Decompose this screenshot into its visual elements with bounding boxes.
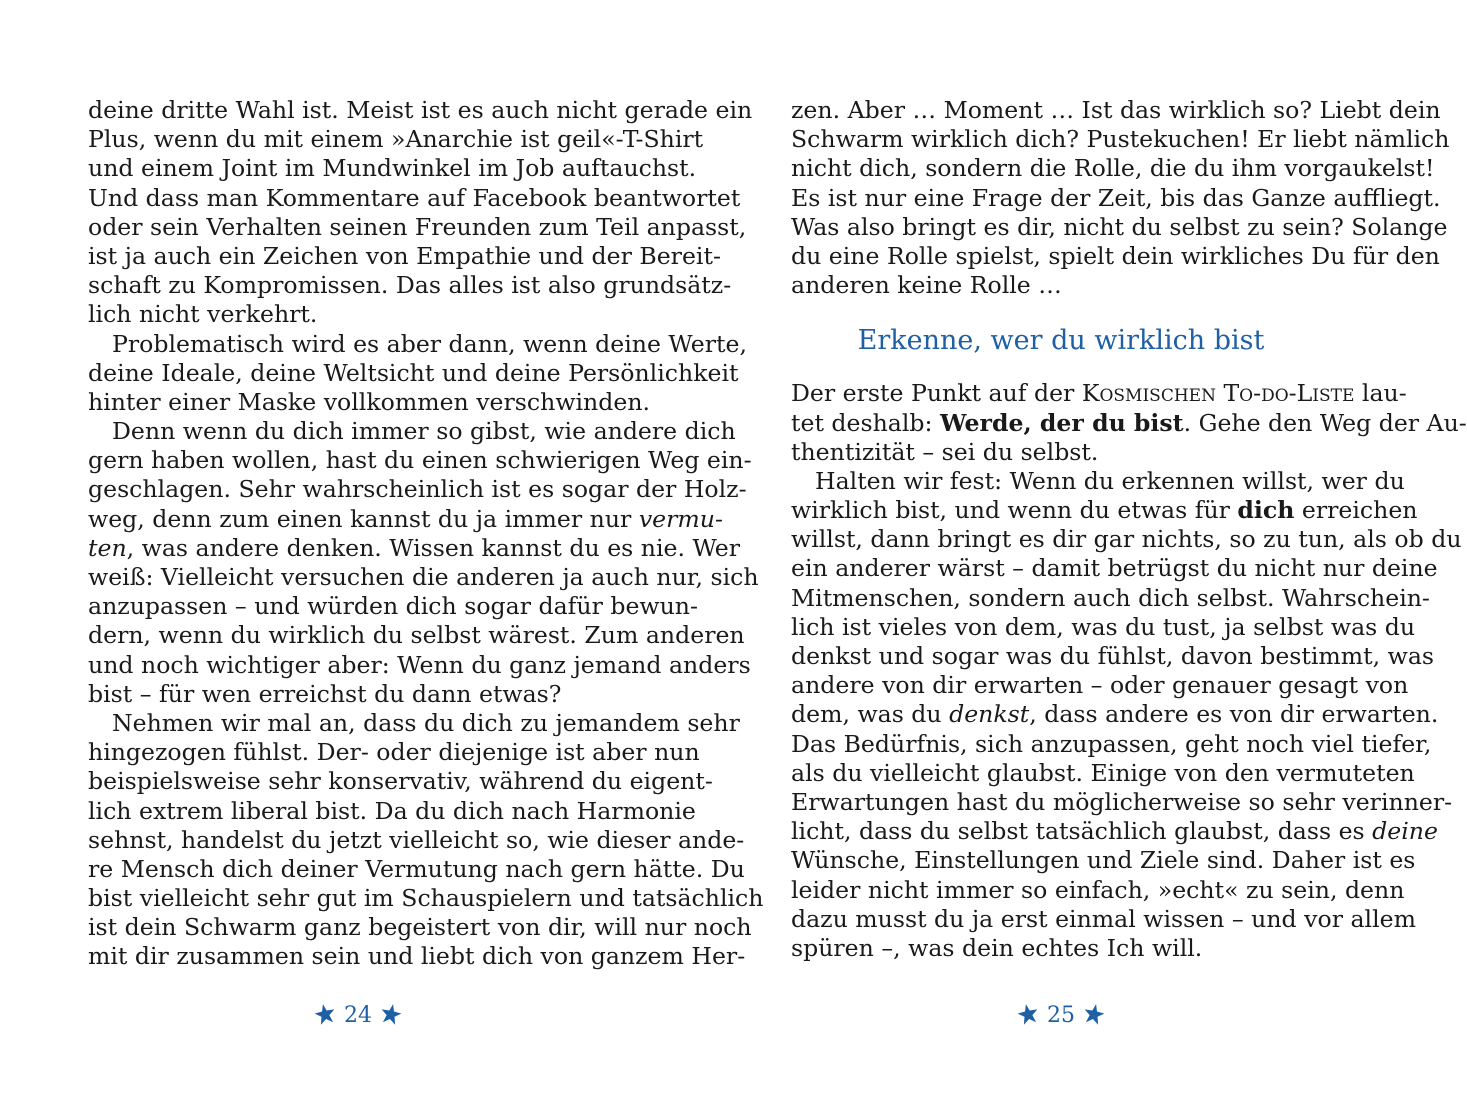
emphasis-text: vermu- — [638, 504, 723, 533]
text-run: weg, denn zum einen kannst du ja immer nur — [88, 504, 639, 533]
text-line: hinter einer Maske vollkommen verschwinden. — [88, 387, 651, 416]
text-run: lau- — [1354, 379, 1407, 408]
text-line: willst, dann bringt es dir gar nichts, so zu tun, als ob du — [791, 525, 1462, 554]
text-line: geschlagen. Sehr wahrscheinlich ist es sogar der Holz- — [88, 475, 747, 504]
star-icon — [314, 1003, 336, 1025]
paragraph-2 — [791, 379, 1467, 467]
text-run: Der erste Punkt auf der — [791, 379, 1082, 408]
text-line — [791, 496, 1418, 525]
text-line: und einem Joint im Mundwinkel im Job auftauchst. — [88, 154, 697, 183]
paragraph-1 — [88, 96, 753, 330]
text-line: du eine Rolle spielst, spielt dein wirkliches Du für den — [791, 241, 1440, 270]
text-line: lich ist vieles von dem, was du tust, ja selbst was du — [791, 612, 1416, 641]
small-caps-text: Kosmischen To-do-Liste — [1081, 379, 1355, 408]
text-line: dern, wenn du wirklich du selbst wärest. Zum anderen — [88, 621, 745, 650]
paragraph-3 — [88, 417, 759, 709]
paragraph-2 — [88, 329, 747, 418]
section-heading: Erkenne, wer du wirklich bist — [857, 325, 1265, 357]
text-line: nicht dich, sondern die Rolle, die du ihm vorgaukelst! — [791, 154, 1435, 183]
text-line: Nehmen wir mal an, dass du dich zu jemandem sehr — [112, 708, 740, 737]
star-icon — [1083, 1003, 1105, 1025]
text-line: sehnst, handelst du jetzt vielleicht so, wie dieser ande- — [88, 825, 745, 854]
text-line — [88, 533, 741, 563]
bold-text: Werde, der du bist — [939, 408, 1184, 437]
text-line: dazu musst du ja erst einmal wissen – und vor allem — [791, 904, 1416, 933]
text-line: schaft zu Kompromissen. Das alles ist also grundsätz- — [88, 271, 732, 300]
text-line: Es ist nur eine Frage der Zeit, bis das Ganze auffliegt. — [791, 183, 1441, 212]
text-line: Erwartungen hast du möglicherweise so sehr verinner- — [791, 787, 1453, 816]
text-line: Was also bringt es dir, nicht du selbst zu sein? Solange — [791, 212, 1448, 241]
text-line: Denn wenn du dich immer so gibst, wie andere dich — [112, 417, 736, 446]
right-page — [791, 96, 1467, 963]
text-line: leider nicht immer so einfach, »echt« zu sein, denn — [791, 875, 1405, 904]
text-line: bist vielleicht sehr gut im Schauspielern und tatsächlich — [88, 884, 764, 913]
text-line: Plus, wenn du mit einem »Anarchie ist geil«-T-Shirt — [88, 125, 704, 154]
star-icon — [380, 1003, 402, 1025]
text-run: dem, was du — [791, 700, 950, 729]
text-line: oder sein Verhalten seinen Freunden zum Teil anpasst, — [88, 212, 747, 241]
paragraph-4 — [88, 708, 764, 972]
text-line — [88, 504, 723, 534]
text-line: Wünsche, Einstellungen und Ziele sind. Daher ist es — [791, 846, 1416, 875]
text-line — [791, 379, 1407, 408]
text-line — [791, 700, 1439, 729]
text-line: ein anderer wärst – damit betrügst du nicht nur deine — [791, 554, 1438, 583]
text-line: bist – für wen erreichst du dann etwas? — [88, 679, 562, 708]
text-line: als du vielleicht glaubst. Einige von den vermuteten — [791, 758, 1415, 787]
text-line: denkst und sogar was du fühlst, davon bestimmt, was — [791, 642, 1435, 670]
text-line: mit dir zusammen sein und liebt dich von ganzem Her- — [88, 942, 746, 971]
text-line: und noch wichtiger aber: Wenn du ganz jemand anders — [88, 650, 751, 679]
text-line: weiß: Vielleicht versuchen die anderen ja auch nur, sich — [88, 563, 759, 591]
text-run: erreichen — [1294, 496, 1418, 525]
text-line: Mitmenschen, sondern auch dich selbst. Wahrschein- — [791, 583, 1430, 612]
left-page — [88, 96, 764, 972]
text-line: andere von dir erwarten – oder genauer gesagt von — [791, 671, 1409, 700]
text-line: Und dass man Kommentare auf Facebook beantwortet — [88, 183, 741, 212]
page-footer-right — [791, 1000, 1331, 1032]
text-line: anzupassen – und würden dich sogar dafür bewun- — [88, 592, 698, 621]
text-run: tet deshalb: — [791, 408, 940, 437]
text-line: deine dritte Wahl ist. Meist ist es auch nicht gerade ein — [88, 96, 753, 124]
text-line: zen. Aber … Moment … Ist das wirklich so? Liebt dein — [791, 96, 1441, 124]
text-line: deine Ideale, deine Weltsicht und deine Persönlichkeit — [88, 358, 739, 387]
text-run: , dass andere es von dir erwarten. — [1029, 700, 1439, 729]
emphasis-text: deine — [1372, 817, 1438, 846]
text-line — [791, 817, 1438, 846]
text-line: lich nicht verkehrt. — [88, 300, 318, 329]
text-line: beispielsweise sehr konservativ, während du eigent- — [88, 767, 713, 796]
text-line — [791, 408, 1467, 438]
text-line: lich extrem liberal bist. Da du dich nach Harmonie — [88, 796, 696, 825]
paragraph-1 — [791, 96, 1450, 300]
text-line: ist ja auch ein Zeichen von Empathie und der Bereit- — [88, 241, 721, 270]
star-icon — [1017, 1003, 1039, 1025]
text-line: anderen keine Rolle … — [791, 271, 1062, 300]
text-run: wirklich bist, und wenn du etwas für — [791, 496, 1238, 525]
text-run: licht, dass du selbst tatsächlich glaubst, dass es — [791, 817, 1373, 846]
page-number: 24 — [344, 1003, 372, 1028]
text-line: hingezogen fühlst. Der- oder diejenige ist aber nun — [88, 738, 700, 767]
text-line: Das Bedürfnis, sich anzupassen, geht noch viel tiefer, — [791, 729, 1432, 758]
emphasis-text: ten — [88, 533, 127, 562]
page-number: 25 — [1047, 1003, 1075, 1028]
paragraph-3 — [791, 466, 1462, 963]
text-run: , was andere denken. Wissen kannst du es nie. Wer — [126, 533, 741, 562]
text-line: Halten wir fest: Wenn du erkennen willst, wer du — [815, 466, 1405, 495]
page-footer-left — [88, 1000, 628, 1032]
text-run: . Gehe den Weg der Au- — [1183, 408, 1467, 437]
bold-text: dich — [1237, 496, 1295, 525]
emphasis-text: denkst — [949, 700, 1030, 729]
text-line: Problematisch wird es aber dann, wenn deine Werte, — [112, 329, 747, 358]
text-line: re Mensch dich deiner Vermutung nach gern hätte. Du — [88, 854, 745, 883]
text-line: spüren –, was dein echtes Ich will. — [791, 933, 1203, 962]
text-line: Schwarm wirklich dich? Pustekuchen! Er liebt nämlich — [791, 125, 1450, 154]
text-line: thentizität – sei du selbst. — [791, 437, 1099, 466]
text-line: ist dein Schwarm ganz begeistert von dir, will nur noch — [88, 913, 752, 942]
text-line: gern haben wollen, hast du einen schwierigen Weg ein- — [88, 446, 752, 475]
